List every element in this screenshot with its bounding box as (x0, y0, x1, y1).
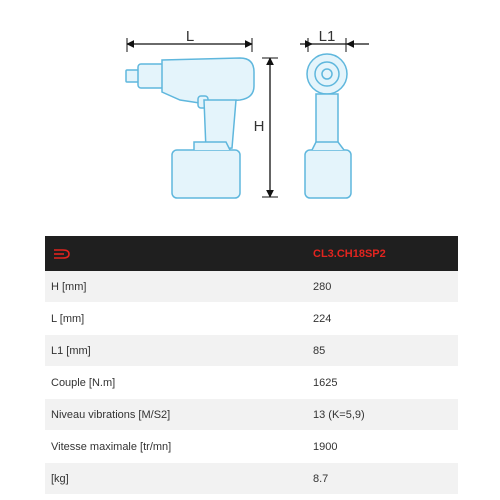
tool-dimension-drawing (0, 0, 500, 230)
model-reference: CL3.CH18SP2 (313, 247, 386, 260)
table-row (45, 335, 458, 367)
row-value: 1625 (313, 367, 458, 399)
table-row (45, 271, 458, 303)
row-label: H [mm] (45, 271, 313, 303)
row-label: L [mm] (45, 303, 313, 335)
row-value: 13 (K=5,9) (313, 399, 458, 431)
table-row (45, 367, 458, 399)
tool-side-view (126, 58, 254, 198)
dimension-H-label: H (253, 118, 265, 135)
dimension-L-label: L (185, 28, 195, 45)
row-value: 1900 (313, 431, 458, 463)
table-row (45, 303, 458, 335)
row-value: 8.7 (313, 463, 458, 495)
table-row (45, 463, 458, 495)
row-label: [kg] (45, 463, 313, 495)
dimension-L1-label: L1 (318, 28, 336, 45)
dimension-L1 (300, 28, 369, 52)
spec-table (45, 236, 458, 495)
row-label: Niveau vibrations [M/S2] (45, 399, 313, 431)
facom-logo-icon (53, 249, 71, 259)
row-value: 224 (313, 303, 458, 335)
row-label: Vitesse maximale [tr/mn] (45, 431, 313, 463)
tool-front-view (305, 54, 351, 198)
spec-table-header (45, 236, 458, 271)
row-label: Couple [N.m] (45, 367, 313, 399)
table-row (45, 399, 458, 431)
table-row (45, 431, 458, 463)
row-label: L1 [mm] (45, 335, 313, 367)
dimension-L (127, 28, 252, 52)
dimension-H (254, 58, 278, 197)
row-value: 85 (313, 335, 458, 367)
brand-cell (45, 236, 313, 271)
row-value: 280 (313, 271, 458, 303)
